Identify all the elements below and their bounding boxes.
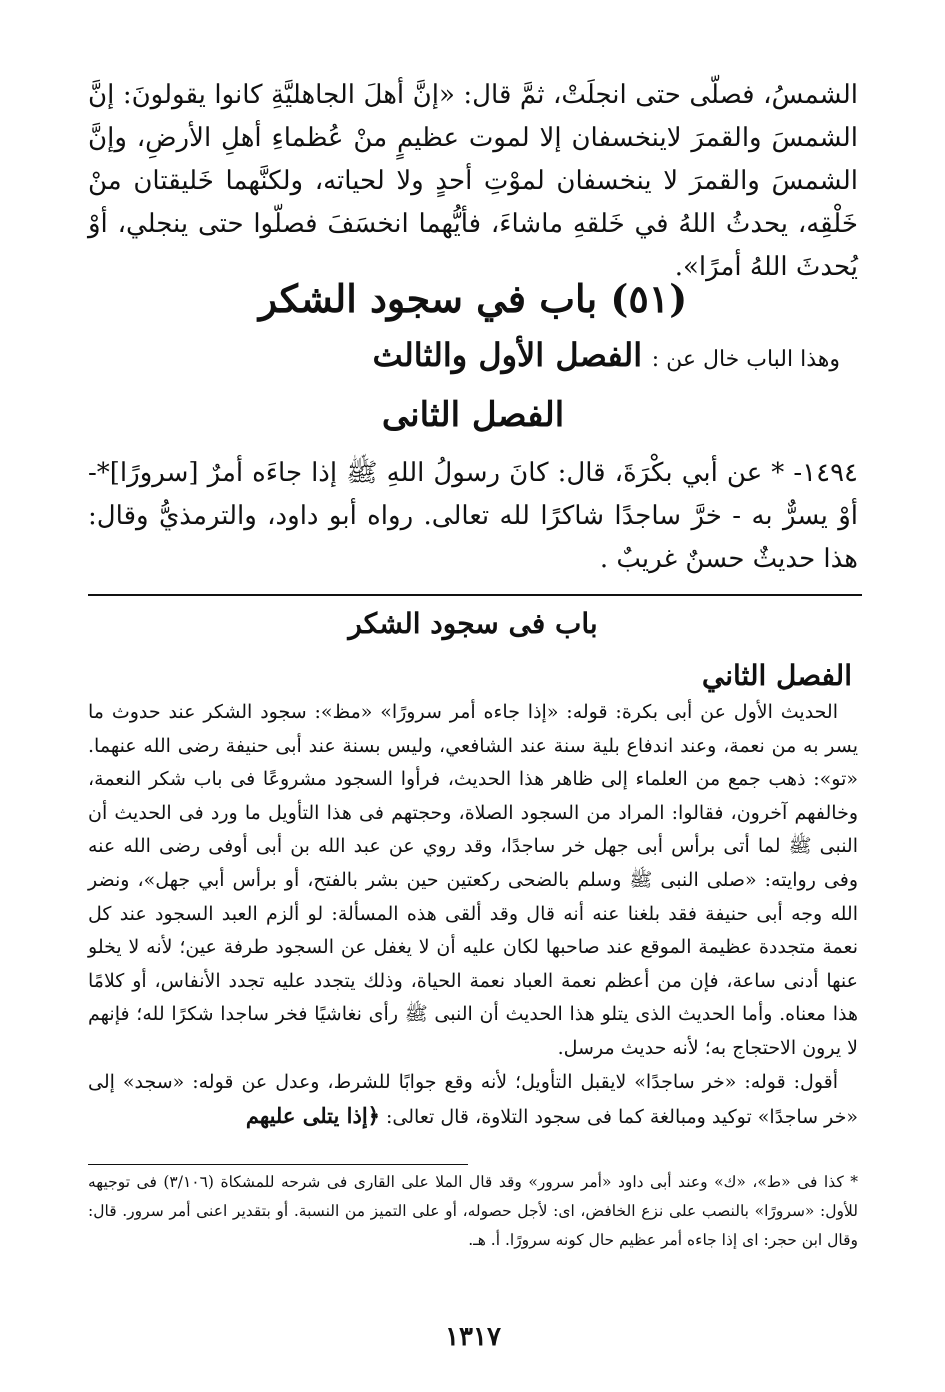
- commentary-paragraph: [88, 1066, 858, 1135]
- footnote-rule: [88, 1164, 468, 1165]
- book-page: [88, 64, 858, 1374]
- commentary-paragraph-text: أقول: قوله: «خر ساجدًا» لايقبل التأويل؛ لأنه وقع جوابًا للشرط، وعدل عن قوله: «سجد» إلى «خر ساجدًا» توكيد ومبالغة كما فى سجود التلاوة، قال تعالى:: [88, 1070, 858, 1129]
- hadith-text: ١٤٩٤- * عن أبي بكْرَةَ، قال: كانَ رسولُ اللهِ ﷺ إذا جاءَه أمرٌ [سرورًا]*- أوْ يسرٌّ به - خرَّ ساجدًا شاكرًا لله تعالى. رواه أبو داود، والترمذيُّ وقال: هذا حديثٌ حسنٌ غريبٌ .: [88, 458, 858, 574]
- chapter-title: (٥١) باب في سجود الشكر: [258, 276, 688, 321]
- chapter-note-prefix: وهذا الباب خال عن :: [651, 347, 840, 372]
- chapter-note: [373, 334, 840, 381]
- commentary-title: باب فى سجود الشكر: [348, 607, 598, 640]
- section-divider: [88, 594, 862, 596]
- section-title: الفصل الثانى: [381, 395, 565, 435]
- chapter-note-main: الفصل الأول والثالث: [372, 336, 643, 374]
- commentary-section-heading: الفصل الثاني: [701, 659, 852, 692]
- page-number: ١٣١٧: [445, 1322, 501, 1352]
- commentary-paragraph: الحديث الأول عن أبى بكرة: قوله: «إذا جاءه أمر سرورًا» «مظ»: سجود الشكر عند حدوث ما يسر به من نعمة، وعند اندفاع بلية سنة عند الشافعي، وليس بسنة عند أبى حنيفة رضى الله عنهما. «تو»: ذهب جمع من العلماء إلى ظاهر هذا الحديث، فرأوا السجود مشروعًا فى باب شكر النعمة، وخالفهم آخرون، فقالوا: المراد من السجود الصلاة، وحجتهم فى هذا التأويل ما ورد فى الحديث أن النبى ﷺ لما أتى برأس أبى جهل خر ساجدًا، وقد روي عن عبد الله بن أبى أوفى رضى الله عنه وفى روايته: «صلى النبى ﷺ وسلم بالضحى ركعتين حين بشر بالفتح، أو برأس أبي جهل»، ونضر الله وجه أبى حنيفة فقد بلغنا عنه أنه قال وقد ألقى هذه المسألة: لو ألزم العبد السجود عند كل نعمة متجددة عظيمة الموقع عند صاحبها لكان عليه أن لا يغفل عن السجود طرفة عين؛ لأنه لا يخلو عنها أدنى ساعة، فإن من أعظم نعمة العباد نعمة الحياة، وذلك يتجدد عليه تجدد الأنفاس، أو كلامًا هذا معناه. وأما الحديث الذى يتلو هذا الحديث أن النبى ﷺ رأى نغاشيًا فخر ساجدا شكرًا لله؛ فإنهم لا يرون الاحتجاج به؛ لأنه حديث مرسل.: [88, 701, 858, 1059]
- footnote: * كذا فى «ط»، «ك» وعند أبى داود «أمر سرور» وقد قال الملا على القارى فى شرحه للمشكاة (٣/١٠٦) فى توجيهه للأول: «سرورًا» بالنصب على نزع الخافض، اى: لأجل حصوله، أو على التميز من النسبة. أو بتقدير اعنى أمر سرور. قال: وقال ابن حجر: اى إذا جاءه أمر عظيم حال كونه سرورًا. أ. هـ.: [88, 1173, 858, 1249]
- quran-quote: ﴿إذا يتلى عليهم: [245, 1103, 380, 1129]
- hadith-continuation-text: الشمسُ، فصلّى حتى انجلَتْ، ثمَّ قال: «إنَّ أهلَ الجاهليَّةِ كانوا يقولونَ: إنَّ الشمسَ والقمرَ لاينخسفان إلا لموت عظيمٍ منْ عُظماءِ أهلِ الأرضِ، وإنَّ الشمسَ والقمرَ لا ينخسفان لموْتِ أحدٍ ولا لحياته، ولكنَّهما خَليقتان منْ خَلْقِه، يحدثُ اللهُ في خَلقهِ ماشاءَ، فأيُّهما انخسَفَ فصلّوا حتى ينجلي، أوْ يُحدثَ اللهُ أمرًا».: [88, 80, 858, 282]
- commentary-body: [88, 696, 858, 1135]
